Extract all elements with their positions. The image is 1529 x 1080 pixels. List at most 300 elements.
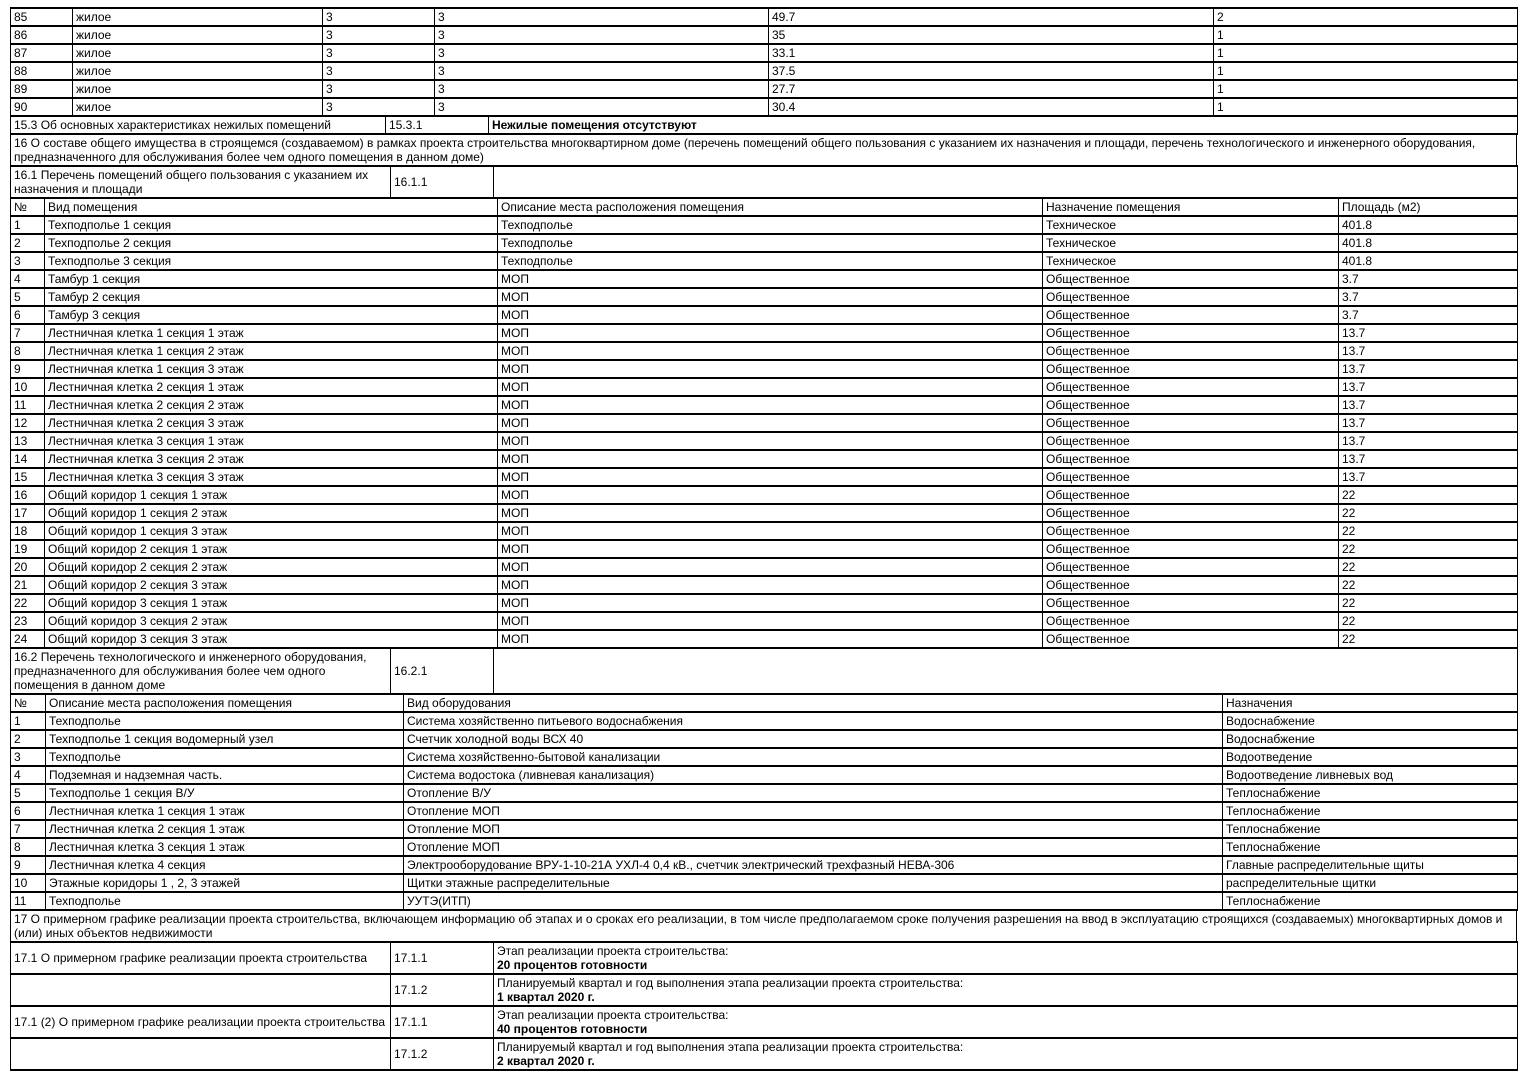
col-header-location: Описание места расположения помещения: [498, 198, 1043, 216]
cell: распределительные щитки: [1223, 874, 1518, 892]
cell: Техническое: [1043, 252, 1339, 270]
cell: 2: [11, 234, 45, 252]
cell: 22: [1339, 522, 1518, 540]
cell: 4: [11, 766, 46, 784]
cell: МОП: [498, 288, 1043, 306]
cell: Водоотведение ливневых вод: [1223, 766, 1518, 784]
table-header-row: [11, 694, 1518, 712]
cell: Теплоснабжение: [1223, 892, 1518, 910]
cell: МОП: [498, 396, 1043, 414]
cell: Лестничная клетка 2 секция 2 этаж: [45, 396, 498, 414]
cell: 9: [11, 856, 46, 874]
cell: Лестничная клетка 1 секция 2 этаж: [45, 342, 498, 360]
cell: МОП: [498, 468, 1043, 486]
cell: Лестничная клетка 4 секция: [46, 856, 404, 874]
table-row: [11, 594, 1518, 612]
cell: 22: [1339, 576, 1518, 594]
cell: Общественное: [1043, 522, 1339, 540]
cell: 401.8: [1339, 234, 1518, 252]
cell: 13.7: [1339, 450, 1518, 468]
table-row: [11, 942, 1518, 974]
cell: МОП: [498, 450, 1043, 468]
cell: 22: [1339, 558, 1518, 576]
schedule-code: 17.1.2: [391, 1038, 494, 1070]
cell: 3.7: [1339, 270, 1518, 288]
schedule-value-cell: [494, 1038, 1518, 1070]
cell: 5: [11, 784, 46, 802]
cell: жилое: [73, 80, 323, 98]
cell: 37.5: [769, 62, 1214, 80]
cell: жилое: [73, 98, 323, 116]
cell: Общественное: [1043, 432, 1339, 450]
cell: Общественное: [1043, 306, 1339, 324]
cell: Лестничная клетка 1 секция 1 этаж: [45, 324, 498, 342]
table-row: [11, 612, 1518, 630]
cell: 13.7: [1339, 396, 1518, 414]
cell: Тамбур 2 секция: [45, 288, 498, 306]
cell: Техническое: [1043, 216, 1339, 234]
cell: 23: [11, 612, 45, 630]
cell: МОП: [498, 540, 1043, 558]
cell: 1: [1214, 98, 1518, 116]
apartments-table: [10, 7, 1518, 117]
cell: МОП: [498, 630, 1043, 648]
table-row: [11, 558, 1518, 576]
schedule-value-caption: Планируемый квартал и год выполнения этапа реализации проекта строительства:: [497, 1040, 964, 1054]
schedule-label: 17.1 О примерном графике реализации проекта строительства: [11, 942, 391, 974]
cell: Общий коридор 2 секция 1 этаж: [45, 540, 498, 558]
table-row: [11, 270, 1518, 288]
cell: Главные распределительные щиты: [1223, 856, 1518, 874]
col-header-room-type: Вид помещения: [45, 198, 498, 216]
table-row: [11, 252, 1518, 270]
table-row: [11, 1038, 1518, 1070]
cell: МОП: [498, 576, 1043, 594]
schedule-value-cell: [494, 1006, 1518, 1038]
col-header-number: №: [11, 198, 45, 216]
cell: Этажные коридоры 1 , 2, 3 этажей: [46, 874, 404, 892]
cell: Отопление МОП: [404, 820, 1223, 838]
cell: Общий коридор 3 секция 3 этаж: [45, 630, 498, 648]
cell: Общественное: [1043, 378, 1339, 396]
cell: МОП: [498, 486, 1043, 504]
cell: 4: [11, 270, 45, 288]
section-17-title: 17 О примерном графике реализации проекта строительства, включающем информацию об этапах и о сроках его реализации, в том числе предполагаемом сроке получения разрешения на ввод в эксплуатацию строящихся (создаваемых) многоквартирных домов и (или) иных объектов недвижимости: [11, 910, 1517, 942]
cell: Система водостока (ливневая канализация): [404, 766, 1223, 784]
cell: Общественное: [1043, 288, 1339, 306]
table-row: [11, 450, 1518, 468]
cell: Отопление МОП: [404, 838, 1223, 856]
cell: 3: [435, 62, 769, 80]
cell: Счетчик холодной воды ВСХ 40: [404, 730, 1223, 748]
cell: 22: [1339, 594, 1518, 612]
cell: 3: [323, 98, 435, 116]
cell: Система хозяйственно питьевого водоснабжения: [404, 712, 1223, 730]
cell: Лестничная клетка 3 секция 1 этаж: [46, 838, 404, 856]
cell: 87: [11, 44, 73, 62]
cell: 13: [11, 432, 45, 450]
cell: Общественное: [1043, 504, 1339, 522]
cell: Общий коридор 1 секция 3 этаж: [45, 522, 498, 540]
table-row: [11, 62, 1518, 80]
cell: Техподполье 1 секция водомерный узел: [46, 730, 404, 748]
table-row: [11, 648, 1518, 694]
cell: 2: [11, 730, 46, 748]
cell: 16: [11, 486, 45, 504]
cell: 13.7: [1339, 324, 1518, 342]
table-row: [11, 802, 1518, 820]
cell: Общественное: [1043, 342, 1339, 360]
table-row: [11, 8, 1518, 26]
equipment-table-body: [11, 712, 1518, 910]
cell: Лестничная клетка 3 секция 1 этаж: [45, 432, 498, 450]
cell: Техподполье: [46, 892, 404, 910]
cell: Водоснабжение: [1223, 712, 1518, 730]
cell: МОП: [498, 378, 1043, 396]
section-16-1-code: 16.1.1: [391, 166, 494, 198]
cell: 8: [11, 838, 46, 856]
table-row: [11, 26, 1518, 44]
cell: 19: [11, 540, 45, 558]
cell: 1: [1214, 62, 1518, 80]
cell: 3: [435, 80, 769, 98]
cell: МОП: [498, 414, 1043, 432]
table-row: [11, 360, 1518, 378]
cell: Система хозяйственно-бытовой канализации: [404, 748, 1223, 766]
schedule-code: 17.1.1: [391, 1006, 494, 1038]
schedule-value-cell: [494, 942, 1518, 974]
cell: 11: [11, 892, 46, 910]
table-header-row: [11, 198, 1518, 216]
table-row: [11, 784, 1518, 802]
table-row: [11, 874, 1518, 892]
cell: Техподполье: [46, 712, 404, 730]
cell: МОП: [498, 360, 1043, 378]
cell: Водоснабжение: [1223, 730, 1518, 748]
cell: 10: [11, 378, 45, 396]
table-row: [11, 576, 1518, 594]
cell: жилое: [73, 44, 323, 62]
cell: 3: [11, 252, 45, 270]
cell: 3: [435, 26, 769, 44]
table-row: [11, 396, 1518, 414]
cell: Лестничная клетка 3 секция 3 этаж: [45, 468, 498, 486]
cell: Водоотведение: [1223, 748, 1518, 766]
schedule-value-caption: Планируемый квартал и год выполнения этапа реализации проекта строительства:: [497, 976, 964, 990]
cell: Электрооборудование ВРУ-1-10-21А УХЛ-4 0,4 кВ., счетчик электрический трехфазный НЕВА-306: [404, 856, 1223, 874]
table-row: [11, 504, 1518, 522]
cell: МОП: [498, 342, 1043, 360]
cell: Общественное: [1043, 396, 1339, 414]
cell: 13.7: [1339, 342, 1518, 360]
cell: 12: [11, 414, 45, 432]
cell: 14: [11, 450, 45, 468]
table-row: [11, 630, 1518, 648]
cell: МОП: [498, 270, 1043, 288]
cell: 11: [11, 396, 45, 414]
cell: Общественное: [1043, 594, 1339, 612]
cell: Общественное: [1043, 576, 1339, 594]
cell: Общественное: [1043, 540, 1339, 558]
cell: 3: [435, 98, 769, 116]
cell: 86: [11, 26, 73, 44]
cell: Лестничная клетка 2 секция 1 этаж: [45, 378, 498, 396]
cell: Отопление МОП: [404, 802, 1223, 820]
cell: Теплоснабжение: [1223, 802, 1518, 820]
schedule-label: [11, 1038, 391, 1070]
cell: Лестничная клетка 1 секция 1 этаж: [46, 802, 404, 820]
cell: 13.7: [1339, 378, 1518, 396]
col-header-equipment-type: Вид оборудования: [404, 694, 1223, 712]
cell: МОП: [498, 504, 1043, 522]
cell: Техническое: [1043, 234, 1339, 252]
cell: Общий коридор 3 секция 1 этаж: [45, 594, 498, 612]
table-row: [11, 324, 1518, 342]
cell: 18: [11, 522, 45, 540]
schedule-code: 17.1.1: [391, 942, 494, 974]
cell: Техподполье: [498, 252, 1043, 270]
table-row: [11, 342, 1518, 360]
cell: 3: [323, 26, 435, 44]
cell: Общественное: [1043, 414, 1339, 432]
table-row: [11, 974, 1518, 1006]
cell: Общий коридор 1 секция 2 этаж: [45, 504, 498, 522]
table-row: [11, 432, 1518, 450]
table-row: [11, 730, 1518, 748]
table-row: [11, 216, 1518, 234]
section-16-title-table: [10, 133, 1517, 167]
cell: МОП: [498, 522, 1043, 540]
schedule-value: 20 процентов готовности: [497, 958, 648, 972]
section-16-2-empty-cell: [494, 648, 1518, 694]
table-row: [11, 378, 1518, 396]
cell: 3: [323, 8, 435, 26]
cell: Техподполье 2 секция: [45, 234, 498, 252]
col-header-area: Площадь (м2): [1339, 198, 1518, 216]
cell: Отопление В/У: [404, 784, 1223, 802]
cell: 22: [1339, 540, 1518, 558]
table-row: [11, 134, 1517, 166]
cell: 7: [11, 820, 46, 838]
cell: Техподполье: [46, 748, 404, 766]
cell: Общий коридор 2 секция 2 этаж: [45, 558, 498, 576]
schedule-value-cell: [494, 974, 1518, 1006]
table-row: [11, 748, 1518, 766]
cell: 3: [323, 80, 435, 98]
cell: Теплоснабжение: [1223, 838, 1518, 856]
common-rooms-table-body: [11, 216, 1518, 648]
cell: Общественное: [1043, 486, 1339, 504]
section-16-2-code: 16.2.1: [391, 648, 494, 694]
schedule-value: 1 квартал 2020 г.: [497, 990, 595, 1004]
cell: Лестничная клетка 3 секция 2 этаж: [45, 450, 498, 468]
cell: 85: [11, 8, 73, 26]
cell: МОП: [498, 306, 1043, 324]
cell: 20: [11, 558, 45, 576]
cell: 9: [11, 360, 45, 378]
table-row: [11, 468, 1518, 486]
table-row: [11, 116, 1518, 134]
cell: Общественное: [1043, 612, 1339, 630]
schedule-label: 17.1 (2) О примерном графике реализации проекта строительства: [11, 1006, 391, 1038]
table-row: [11, 712, 1518, 730]
cell: 17: [11, 504, 45, 522]
table-row: [11, 540, 1518, 558]
col-header-purpose: Назначение помещения: [1043, 198, 1339, 216]
section-15-3-table: [10, 115, 1518, 135]
schedule-code: 17.1.2: [391, 974, 494, 1006]
cell: 401.8: [1339, 216, 1518, 234]
common-rooms-table: [10, 197, 1518, 649]
cell: жилое: [73, 8, 323, 26]
cell: 89: [11, 80, 73, 98]
cell: Общественное: [1043, 360, 1339, 378]
cell: Щитки этажные распределительные: [404, 874, 1223, 892]
cell: Общественное: [1043, 270, 1339, 288]
cell: Общественное: [1043, 630, 1339, 648]
section-16-1-table: [10, 165, 1518, 199]
cell: Теплоснабжение: [1223, 820, 1518, 838]
cell: 13.7: [1339, 414, 1518, 432]
cell: Общий коридор 2 секция 3 этаж: [45, 576, 498, 594]
table-row: [11, 288, 1518, 306]
section-17-title-table: [10, 909, 1517, 943]
cell: Тамбур 3 секция: [45, 306, 498, 324]
cell: 6: [11, 306, 45, 324]
table-row: [11, 838, 1518, 856]
cell: Техподполье: [498, 216, 1043, 234]
cell: 13.7: [1339, 360, 1518, 378]
cell: 21: [11, 576, 45, 594]
apartments-table-body: [11, 8, 1518, 116]
cell: 13.7: [1339, 468, 1518, 486]
cell: 6: [11, 802, 46, 820]
section-15-3-code: 15.3.1: [386, 116, 489, 134]
cell: Техподполье 1 секция: [45, 216, 498, 234]
table-row: [11, 892, 1518, 910]
cell: 3: [323, 44, 435, 62]
cell: МОП: [498, 324, 1043, 342]
section-16-2-label: 16.2 Перечень технологического и инженерного оборудования, предназначенного для обслуживания более чем одного помещения в данном доме: [11, 648, 391, 694]
table-row: [11, 820, 1518, 838]
table-row: [11, 856, 1518, 874]
table-row: [11, 522, 1518, 540]
cell: 35: [769, 26, 1214, 44]
schedule-label: [11, 974, 391, 1006]
table-row: [11, 414, 1518, 432]
cell: 2: [1214, 8, 1518, 26]
schedule-value: 2 квартал 2020 г.: [497, 1054, 595, 1068]
cell: 88: [11, 62, 73, 80]
cell: МОП: [498, 558, 1043, 576]
cell: Теплоснабжение: [1223, 784, 1518, 802]
section-16-title: 16 О составе общего имущества в строящемся (создаваемом) в рамках проекта строительства многоквартирном доме (перечень помещений общего пользования с указанием их назначения и площади, перечень технологического и инженерного оборудования, предназначенного для обслуживания более чем одного помещения в данном доме): [11, 134, 1517, 166]
section-15-3-value: Нежилые помещения отсутствуют: [489, 116, 1518, 134]
cell: 1: [1214, 44, 1518, 62]
schedule-value-caption: Этап реализации проекта строительства:: [497, 944, 729, 958]
table-row: [11, 910, 1517, 942]
cell: 1: [1214, 80, 1518, 98]
cell: 7: [11, 324, 45, 342]
cell: МОП: [498, 612, 1043, 630]
cell: 3: [435, 8, 769, 26]
table-row: [11, 98, 1518, 116]
cell: УУТЭ(ИТП): [404, 892, 1223, 910]
cell: 3.7: [1339, 306, 1518, 324]
cell: 5: [11, 288, 45, 306]
cell: 8: [11, 342, 45, 360]
cell: Тамбур 1 секция: [45, 270, 498, 288]
cell: 90: [11, 98, 73, 116]
cell: 22: [1339, 630, 1518, 648]
cell: МОП: [498, 594, 1043, 612]
section-16-2-table: [10, 647, 1518, 695]
cell: Лестничная клетка 2 секция 3 этаж: [45, 414, 498, 432]
schedule-value-caption: Этап реализации проекта строительства:: [497, 1008, 729, 1022]
cell: 22: [1339, 486, 1518, 504]
section-15-3-label: 15.3 Об основных характеристиках нежилых помещений: [11, 116, 386, 134]
cell: 49.7: [769, 8, 1214, 26]
section-16-1-empty-cell: [494, 166, 1518, 198]
cell: 30.4: [769, 98, 1214, 116]
cell: жилое: [73, 26, 323, 44]
table-row: [11, 1006, 1518, 1038]
table-row: [11, 234, 1518, 252]
schedule-table: [10, 941, 1518, 1071]
col-header-location: Описание места расположения помещения: [46, 694, 404, 712]
cell: 1: [1214, 26, 1518, 44]
cell: Подземная и надземная часть.: [46, 766, 404, 784]
table-row: [11, 306, 1518, 324]
cell: 3.7: [1339, 288, 1518, 306]
table-row: [11, 766, 1518, 784]
cell: Техподполье 1 секция В/У: [46, 784, 404, 802]
cell: Общий коридор 3 секция 2 этаж: [45, 612, 498, 630]
cell: 3: [323, 62, 435, 80]
cell: Общественное: [1043, 558, 1339, 576]
schedule-value: 40 процентов готовности: [497, 1022, 648, 1036]
cell: 33.1: [769, 44, 1214, 62]
cell: 401.8: [1339, 252, 1518, 270]
cell: Лестничная клетка 2 секция 1 этаж: [46, 820, 404, 838]
cell: Техподполье: [498, 234, 1043, 252]
cell: 22: [1339, 504, 1518, 522]
cell: 27.7: [769, 80, 1214, 98]
col-header-number: №: [11, 694, 46, 712]
table-row: [11, 44, 1518, 62]
cell: Общественное: [1043, 324, 1339, 342]
cell: 22: [11, 594, 45, 612]
cell: Лестничная клетка 1 секция 3 этаж: [45, 360, 498, 378]
cell: 3: [435, 44, 769, 62]
cell: 15: [11, 468, 45, 486]
cell: 1: [11, 216, 45, 234]
cell: МОП: [498, 432, 1043, 450]
equipment-table: [10, 693, 1518, 911]
cell: жилое: [73, 62, 323, 80]
cell: Общественное: [1043, 450, 1339, 468]
table-row: [11, 166, 1518, 198]
table-row: [11, 486, 1518, 504]
col-header-purpose: Назначения: [1223, 694, 1518, 712]
cell: 3: [11, 748, 46, 766]
cell: Техподполье 3 секция: [45, 252, 498, 270]
section-16-1-label: 16.1 Перечень помещений общего пользования с указанием их назначения и площади: [11, 166, 391, 198]
cell: Общий коридор 1 секция 1 этаж: [45, 486, 498, 504]
cell: 10: [11, 874, 46, 892]
cell: Общественное: [1043, 468, 1339, 486]
cell: 22: [1339, 612, 1518, 630]
